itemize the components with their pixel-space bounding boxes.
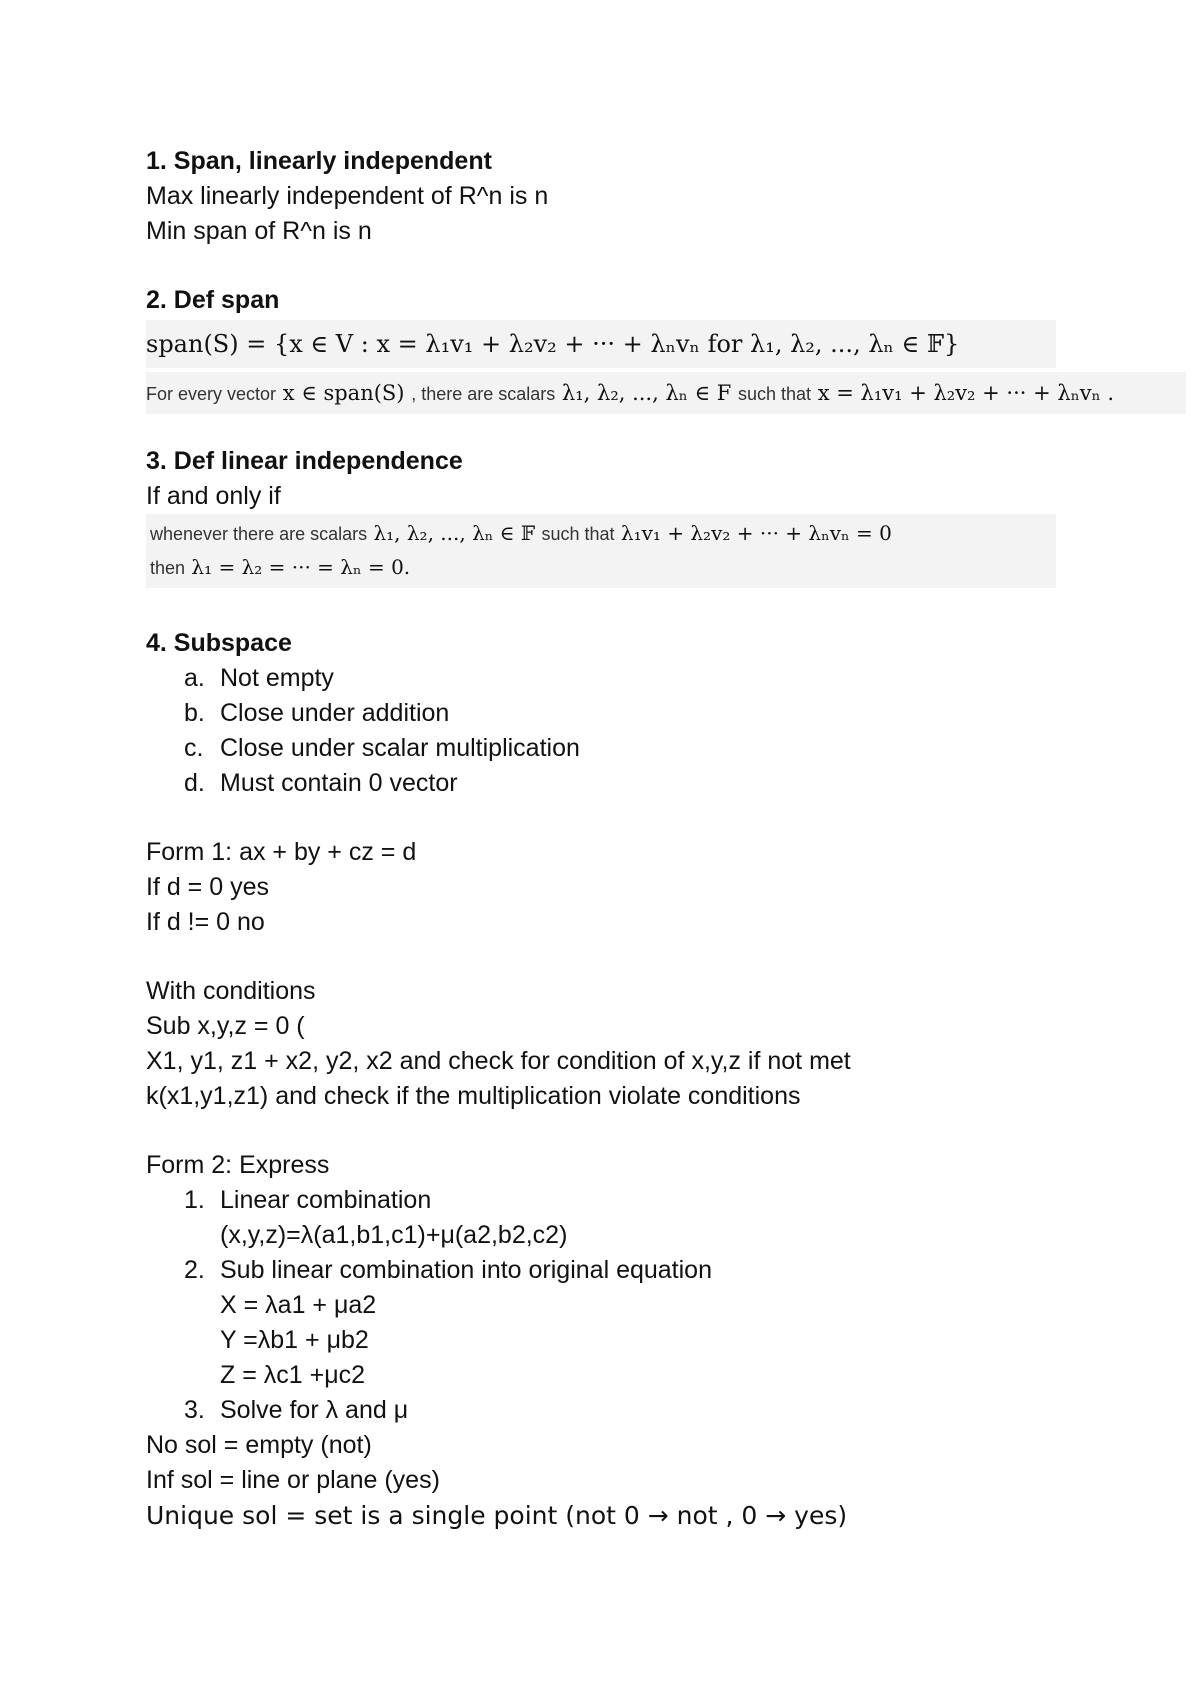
span-every-math-1: x ∈ span(S) [276,381,412,405]
section-3-line: If and only if [146,482,281,510]
li-row1-math-1: λ₁, λ₂, ..., λₙ ∈ 𝔽 [367,521,542,545]
span-every-math-3: x = λ₁v₁ + λ₂v₂ + ··· + λₙvₙ . [811,381,1115,405]
li-row1-text-2: such that [541,524,615,544]
form-2-result-3: Unique sol = set is a single point (not 0 → not , 0 → yes) [146,1501,848,1530]
li-row-1 [150,516,1052,550]
list-item: 1. Linear combination [184,1186,432,1214]
span-every-text-3: such that [738,384,812,404]
li-row-2 [150,550,1052,584]
document-content [146,144,1186,1533]
list-item: 3. Solve for λ and μ [184,1396,409,1424]
form-2-title: Form 2: Express [146,1151,330,1179]
list-item: 2. Sub linear combination into original equation [184,1256,712,1284]
li-row2-math: λ₁ = λ₂ = ··· = λₙ = 0. [185,555,411,579]
list-item-sub: (x,y,z)=λ(a1,b1,c1)+μ(a2,b2,c2) [220,1221,568,1249]
conditions-line-3: X1, y1, z1 + x2, y2, x2 and check for condition of x,y,z if not met [146,1047,851,1075]
span-every-text-1: For every vector [146,384,277,404]
section-4-heading: 4. Subspace [146,629,292,657]
li-row2-text: then [150,558,186,578]
span-definition-formula: span(S) = {x ∈ V : x = λ₁v₁ + λ₂v₂ + ··· + λₙvₙ for λ₁, λ₂, ..., λₙ ∈ 𝔽} [146,320,1056,368]
linear-independence-definition [146,514,1056,588]
section-3-heading: 3. Def linear independence [146,447,463,475]
li-row1-math-2: λ₁v₁ + λ₂v₂ + ··· + λₙvₙ = 0 [614,521,892,545]
form-1-line-2: If d = 0 yes [146,873,269,901]
span-every-text-2: , there are scalars [411,384,556,404]
form-1-line-3: If d != 0 no [146,908,265,936]
conditions-line-4: k(x1,y1,z1) and check if the multiplication violate conditions [146,1082,801,1110]
span-every-vector-statement [146,372,1186,414]
section-1-line-2: Min span of R^n is n [146,217,372,245]
span-every-math-2: λ₁, λ₂, ..., λₙ ∈ F [555,381,738,405]
list-item: a. Not empty [184,664,334,692]
list-item-sub: Z = λc1 +μc2 [220,1361,366,1389]
form-1-line-1: Form 1: ax + by + cz = d [146,838,417,866]
list-item-sub: X = λa1 + μa2 [220,1291,377,1319]
section-2-heading: 2. Def span [146,286,280,314]
list-item: d. Must contain 0 vector [184,769,458,797]
list-item-sub: Y =λb1 + μb2 [220,1326,369,1354]
subspace-criteria-list [146,661,1186,801]
form-2-steps [146,1183,1186,1428]
list-item: c. Close under scalar multiplication [184,734,580,762]
li-row1-text-1: whenever there are scalars [150,524,368,544]
form-2-result-1: No sol = empty (not) [146,1431,372,1459]
conditions-line-2: Sub x,y,z = 0 ( [146,1012,305,1040]
section-1-line-1: Max linearly independent of R^n is n [146,182,549,210]
form-2-result-2: Inf sol = line or plane (yes) [146,1466,440,1494]
section-1-heading: 1. Span, linearly independent [146,147,492,175]
list-item: b. Close under addition [184,699,450,727]
conditions-line-1: With conditions [146,977,316,1005]
